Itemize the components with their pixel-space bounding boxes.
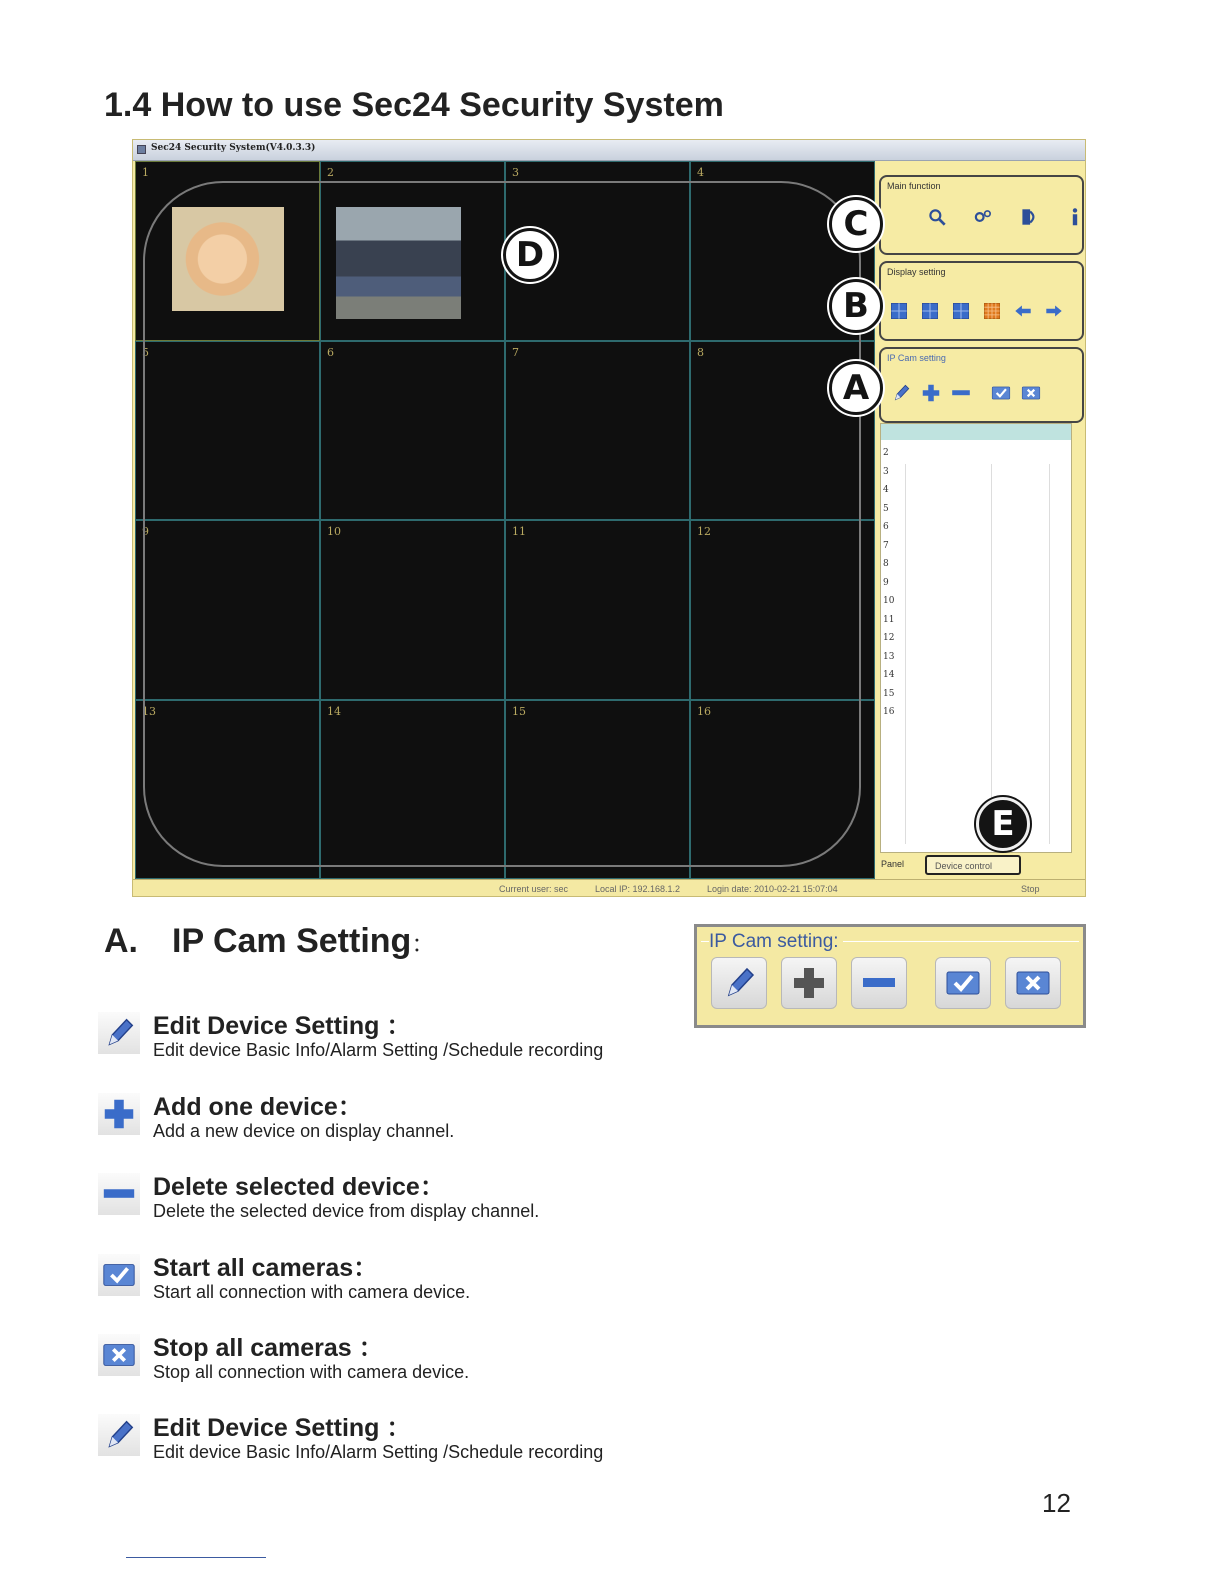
channel-cell[interactable] [320, 520, 505, 700]
add-icon[interactable] [781, 957, 837, 1009]
list-item [96, 1408, 796, 1478]
channel-number: 16 [697, 704, 711, 718]
item-title: Edit Device Setting ： [153, 1414, 412, 1442]
channel-number: 12 [697, 525, 711, 538]
item-description: Edit device Basic Info/Alarm Setting /Schedule recording [153, 1442, 604, 1462]
channel-number: 9 [142, 525, 149, 538]
start-all-icon[interactable] [935, 957, 991, 1009]
item-title: Start all cameras： [153, 1254, 379, 1282]
layout-1-icon[interactable] [887, 299, 911, 323]
app-icon [137, 145, 146, 154]
device-list-divider [991, 464, 992, 844]
start-all-icon [98, 1254, 140, 1296]
edit-icon [98, 1012, 140, 1054]
display-setting-box [879, 261, 1084, 341]
channel-cell[interactable] [690, 520, 875, 700]
channel-number: 8 [697, 345, 704, 359]
channel-number: 3 [512, 166, 519, 179]
item-description: Add a new device on display channel. [153, 1121, 455, 1141]
item-title: Delete selected device： [153, 1173, 445, 1201]
next-arrow-icon[interactable] [1042, 299, 1066, 323]
display-setting-label: Display setting [887, 267, 946, 277]
record-icon[interactable] [1017, 205, 1041, 229]
remove-icon[interactable] [851, 957, 907, 1009]
channel-number: 10 [327, 525, 341, 538]
channel-cell[interactable] [505, 520, 690, 700]
status-ip: Local IP: 192.168.1.2 [595, 884, 681, 894]
ipcam-setting-box [879, 347, 1084, 423]
section-a-letter: A. [104, 922, 138, 960]
stop-all-icon[interactable] [1019, 381, 1043, 405]
device-list-numbers: 2 3 4 5 6 7 8 9 10 11 12 13 14 15 16 [883, 448, 895, 717]
layout-16-icon[interactable] [980, 299, 1004, 323]
channel-cell[interactable] [135, 161, 320, 341]
item-title: Add one device： [153, 1093, 363, 1121]
status-bar [133, 879, 1085, 897]
app-screenshot [132, 139, 1086, 897]
page-number: 12 [1042, 1488, 1071, 1518]
device-list-divider [905, 464, 906, 844]
channel-number: 5 [142, 345, 149, 359]
list-item [96, 1167, 796, 1237]
item-description: Edit device Basic Info/Alarm Setting /Schedule recording [153, 1040, 604, 1060]
channel-cell[interactable] [135, 341, 320, 521]
section-a-heading [104, 922, 435, 961]
tab-panel[interactable]: Panel [881, 859, 905, 869]
remove-icon[interactable] [949, 381, 973, 405]
channel-number: 13 [142, 704, 156, 718]
window-title: Sec24 Security System(V4.0.3.3) [151, 143, 316, 153]
status-stop: Stop [1021, 884, 1040, 894]
item-title: Stop all cameras ： [153, 1334, 384, 1362]
item-title: Edit Device Setting ： [153, 1012, 412, 1040]
marker-d: D [503, 228, 557, 282]
channel-number: 1 [142, 166, 149, 179]
edit-icon [98, 1414, 140, 1456]
channel-cell[interactable] [320, 341, 505, 521]
zoom-label: IP Cam setting: [709, 931, 843, 953]
channel-cell[interactable] [320, 161, 505, 341]
channel-cell[interactable] [505, 341, 690, 521]
channel-number: 6 [327, 345, 334, 359]
marker-e: E [976, 797, 1030, 851]
camera-feed-image [336, 207, 461, 319]
window-titlebar [133, 140, 1085, 161]
section-a-colon: ： [411, 931, 436, 958]
channel-number: 15 [512, 704, 526, 718]
item-description: Start all connection with camera device. [153, 1282, 471, 1302]
edit-icon[interactable] [889, 381, 913, 405]
stop-all-icon [98, 1334, 140, 1376]
status-login-date: Login date: 2010-02-21 15:07:04 [707, 884, 838, 894]
channel-grid [135, 161, 875, 879]
item-description: Delete the selected device from display channel. [153, 1201, 540, 1221]
channel-number: 7 [512, 345, 519, 359]
main-function-box [879, 175, 1084, 255]
item-description: Stop all connection with camera device. [153, 1362, 470, 1382]
channel-cell[interactable] [690, 700, 875, 880]
add-icon[interactable] [919, 381, 943, 405]
settings-icon[interactable] [971, 205, 995, 229]
channel-number: 11 [512, 525, 526, 538]
list-item [96, 1248, 796, 1318]
device-list-header [881, 424, 1071, 440]
channel-number: 4 [697, 166, 704, 179]
ipcam-setting-label: IP Cam setting [887, 353, 946, 363]
device-list-divider [1049, 464, 1050, 844]
main-function-label: Main function [887, 181, 941, 191]
device-list[interactable] [880, 423, 1072, 853]
marker-b: B [829, 279, 883, 333]
channel-cell[interactable] [320, 700, 505, 880]
channel-cell[interactable] [135, 700, 320, 880]
channel-cell[interactable] [505, 700, 690, 880]
page-section-title: 1.4 How to use Sec24 Security System [104, 86, 724, 124]
channel-number: 14 [327, 704, 341, 718]
add-icon [98, 1093, 140, 1135]
marker-c: C [829, 197, 883, 251]
list-item [96, 1087, 796, 1157]
info-icon[interactable] [1063, 205, 1086, 229]
side-panel [877, 161, 1086, 879]
list-item [96, 1328, 796, 1398]
list-item [96, 1006, 796, 1076]
marker-a: A [829, 361, 883, 415]
channel-number: 2 [327, 166, 334, 179]
camera-feed-image [172, 207, 284, 311]
tab-device-control[interactable]: Device control [925, 855, 1021, 875]
prev-arrow-icon[interactable] [1011, 299, 1035, 323]
layout-9-icon[interactable] [949, 299, 973, 323]
start-all-icon[interactable] [989, 381, 1013, 405]
section-a-title: IP Cam Setting [172, 922, 412, 960]
remove-icon [98, 1173, 140, 1215]
status-user: Current user: sec [499, 884, 569, 894]
footer-rule [126, 1557, 266, 1558]
stop-all-icon[interactable] [1005, 957, 1061, 1009]
channel-cell[interactable] [135, 520, 320, 700]
side-panel-tabs [877, 853, 1086, 879]
search-icon[interactable] [925, 205, 949, 229]
layout-4-icon[interactable] [918, 299, 942, 323]
edit-icon[interactable] [711, 957, 767, 1009]
